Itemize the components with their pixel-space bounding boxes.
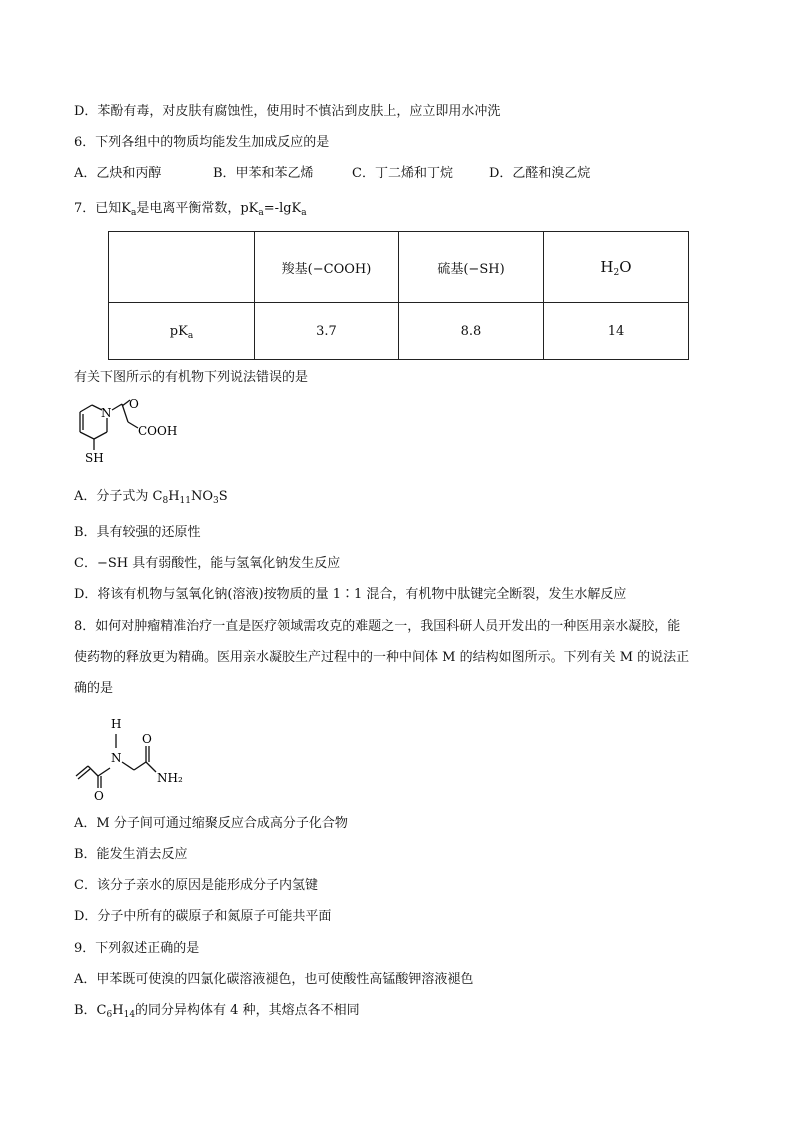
q9-formula-c-count: 6 bbox=[106, 1010, 113, 1020]
q7-stem-prefix: 7．已知K bbox=[74, 201, 131, 216]
q7-option-c: C．−SH 具有弱酸性，能与氢氧化钠发生反应 bbox=[74, 556, 341, 571]
q7-structure-n: N bbox=[101, 406, 112, 420]
q7-formula-s: S bbox=[218, 489, 228, 504]
q8-structure-o-top: O bbox=[142, 732, 152, 746]
q8-structure-o-bottom: O bbox=[94, 789, 104, 803]
q7-formula-c-count: 8 bbox=[162, 496, 169, 506]
q7-stem bbox=[74, 199, 307, 219]
q7-option-a bbox=[74, 487, 228, 507]
pka-table-value-row bbox=[109, 303, 689, 360]
q8-structure-h: H bbox=[111, 717, 122, 731]
q9-stem: 9．下列叙述正确的是 bbox=[74, 941, 200, 956]
q7-option-a-prefix: A．分子式为 C bbox=[74, 489, 163, 504]
q6-option-d: D．乙醛和溴乙烷 bbox=[489, 166, 591, 181]
q6-option-b: B．甲苯和苯乙烯 bbox=[213, 166, 314, 181]
q6-stem: 6．下列各组中的物质均能发生加成反应的是 bbox=[74, 135, 330, 150]
pka-row-label-sub: a bbox=[187, 330, 194, 341]
q8-option-d: D．分子中所有的碳原子和氮原子可能共平面 bbox=[74, 909, 332, 924]
q8-structure-nh2: NH₂ bbox=[157, 771, 183, 785]
q7-structure-sh: SH bbox=[85, 451, 104, 465]
q7-structure-o: O bbox=[129, 398, 139, 411]
q7-formula-h: H bbox=[168, 489, 180, 504]
q7-stem-sub: a bbox=[130, 208, 137, 218]
pka-header-carboxyl: 羧基(−COOH) bbox=[255, 232, 399, 303]
q7-stem-sub2: a bbox=[258, 208, 264, 218]
q8-stem-line3: 确的是 bbox=[74, 681, 114, 696]
q8-stem-line2: 使药物的释放更为精确。医用亲水凝胶生产过程中的一种中间体 M 的结构如图所示。下列有关 M 的说法正 bbox=[74, 650, 690, 665]
pka-row-label bbox=[109, 303, 255, 360]
q7-option-d: D．将该有机物与氢氧化钠(溶液)按物质的量 1∶1 混合，有机物中肽键完全断裂，发生水解反应 bbox=[74, 587, 627, 602]
q9-formula-h-count: 14 bbox=[123, 1010, 136, 1020]
pka-table-corner bbox=[109, 232, 255, 303]
pka-value-thiol: 8.8 bbox=[399, 303, 544, 360]
q7-stem-mid: 是电离平衡常数，pK bbox=[136, 201, 259, 216]
q7-stem-eq: =-lgK bbox=[263, 201, 302, 216]
q9-formula-h: H bbox=[112, 1003, 124, 1018]
pka-header-thiol: 硫基(−SH) bbox=[399, 232, 544, 303]
q9-option-b-prefix: B．C bbox=[74, 1003, 107, 1018]
pka-header-water: $H_2O$ bbox=[544, 232, 689, 303]
q9-option-b bbox=[74, 1001, 360, 1021]
q8-option-c: C．该分子亲水的原因是能形成分子内氢键 bbox=[74, 878, 318, 893]
pka-table-header-row bbox=[109, 232, 689, 303]
q8-structure-n: N bbox=[111, 751, 122, 765]
q7-formula-o-count: 3 bbox=[213, 496, 219, 506]
q7-structure-diagram bbox=[70, 398, 200, 470]
pka-value-carboxyl: 3.7 bbox=[255, 303, 399, 360]
pka-value-water: 14 bbox=[544, 303, 689, 360]
q5-option-d: D．苯酚有毒，对皮肤有腐蚀性，使用时不慎沾到皮肤上，应立即用水冲洗 bbox=[74, 104, 501, 119]
q8-structure-diagram bbox=[70, 710, 200, 806]
q9-option-b-suffix: 的同分异构体有 4 种，其熔点各不相同 bbox=[135, 1003, 360, 1018]
q6-option-c: C．丁二烯和丁烷 bbox=[352, 166, 453, 181]
q9-option-a: A．甲苯既可使溴的四氯化碳溶液褪色，也可使酸性高锰酸钾溶液褪色 bbox=[74, 972, 474, 987]
q8-stem-line1: 8．如何对肿瘤精准治疗一直是医疗领域需攻克的难题之一，我国科研人员开发出的一种医用亲水凝胶，能 bbox=[74, 619, 681, 634]
q8-option-b: B．能发生消去反应 bbox=[74, 847, 188, 862]
q7-stem-sub3: a bbox=[301, 208, 307, 218]
q6-option-a: A．乙炔和丙醇 bbox=[74, 166, 162, 181]
q7-formula-h-count: 11 bbox=[179, 496, 191, 506]
pka-table bbox=[108, 231, 689, 360]
q6-options bbox=[74, 164, 590, 184]
q7-structure-cooh: COOH bbox=[138, 424, 178, 438]
q7-prompt: 有关下图所示的有机物下列说法错误的是 bbox=[74, 370, 309, 385]
q7-option-b: B．具有较强的还原性 bbox=[74, 525, 201, 540]
q8-option-a: A．M 分子间可通过缩聚反应合成高分子化合物 bbox=[74, 816, 348, 831]
q7-formula-no: NO bbox=[191, 489, 214, 504]
pka-row-label-text: pK bbox=[169, 323, 188, 339]
